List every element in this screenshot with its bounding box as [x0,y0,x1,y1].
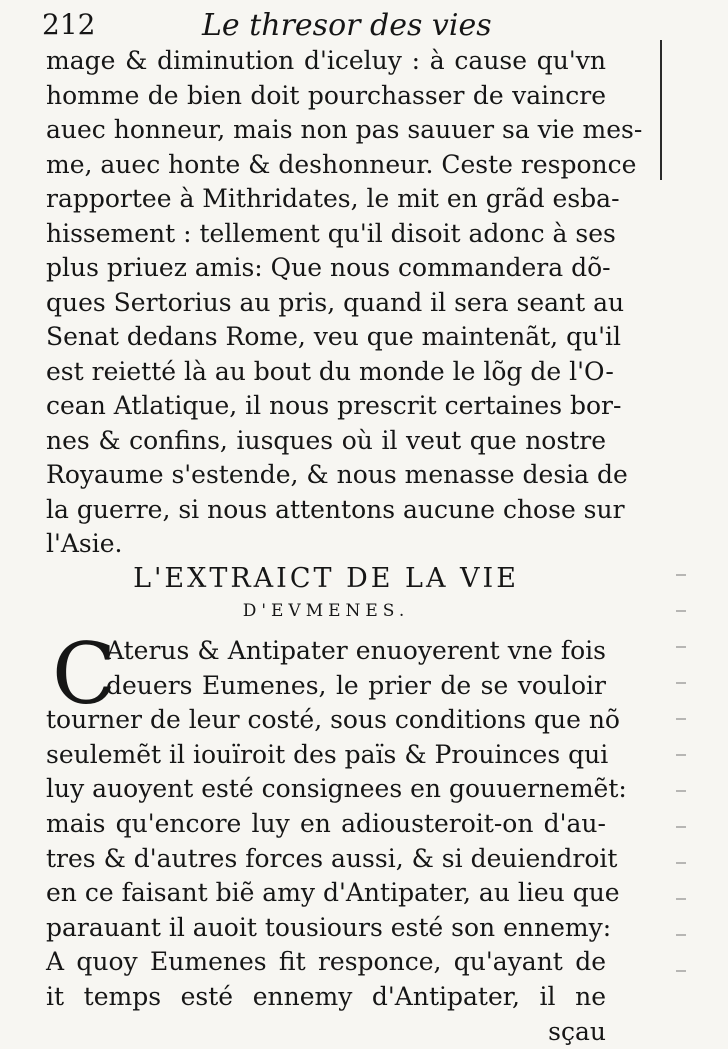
paragraph-sertorius [46,44,643,562]
page-number: 212 [42,8,96,41]
running-title: Le thresor des vies [202,8,492,43]
text-line: plus priuez amis: Que nous commandera dõ- [46,253,611,282]
section-heading [46,560,606,624]
text-line: A quoy Eumenes fit responce, qu'ayant de [46,947,606,977]
text-line: tourner de leur costé, sous conditions que nõ [46,705,620,735]
drop-cap: C [52,625,117,723]
text-line: rapportee à Mithridates, le mit en grãd esba- [46,184,620,213]
gutter-specks [676,540,686,980]
paragraph-eumenes [46,625,627,1049]
text-line: l'Asie. [46,529,123,558]
section-title: L'EXTRAICT DE LA VIE [133,563,519,594]
catchword: sçau [548,1016,606,1046]
text-line: me, auec honte & deshonneur. Ceste responce [46,149,637,179]
gutter-shadow-line [660,40,662,180]
text-line: homme de bien doit pourchasser de vaincre [46,80,606,110]
text-line: hissement : tellement qu'il disoit adonc à ses [46,218,616,248]
text-line: ques Sertorius au pris, quand il sera seant au [46,287,625,317]
text-line: nes & confins, iusques où il veut que nostre [46,425,606,455]
text-line: it temps esté ennemy d'Antipater, il ne [46,981,606,1011]
text-line: luy auoyent esté consignees en gouuernemẽt: [46,774,627,804]
text-line: mage & diminution d'iceluy : à cause qu'vn [46,46,606,75]
text-line: Senat dedans Rome, veu que maintenãt, qu'il [46,322,622,351]
text-line: cean Atlatique, il nous prescrit certaines bor- [46,391,622,420]
text-line: mais qu'encore luy en adiousteroit-on d'au- [46,808,606,838]
text-line: est reietté là au bout du monde le lõg de l'O- [46,356,614,386]
section-subtitle: D'EVMENES. [242,601,410,621]
text-line: en ce faisant biẽ amy d'Antipater, au lieu que [46,878,620,908]
text-line: Royaume s'estende, & nous menasse desia de [46,460,628,489]
text-line: la guerre, si nous attentons aucune chose sur [46,494,625,524]
running-head [42,8,602,48]
text-line: tres & d'autres forces aussi, & si deuiendroit [46,843,618,873]
text-line: parauant il auoit tousiours esté son ennemy: [46,912,612,942]
text-line: deuers Eumenes, le prier de se vouloir [106,670,606,700]
text-line: auec honneur, mais non pas sauuer sa vie mes- [46,115,643,144]
text-line: seulemẽt il iouïroit des païs & Prouinces qui [46,739,609,769]
text-line: Aterus & Antipater enuoyerent vne fois [106,636,606,665]
